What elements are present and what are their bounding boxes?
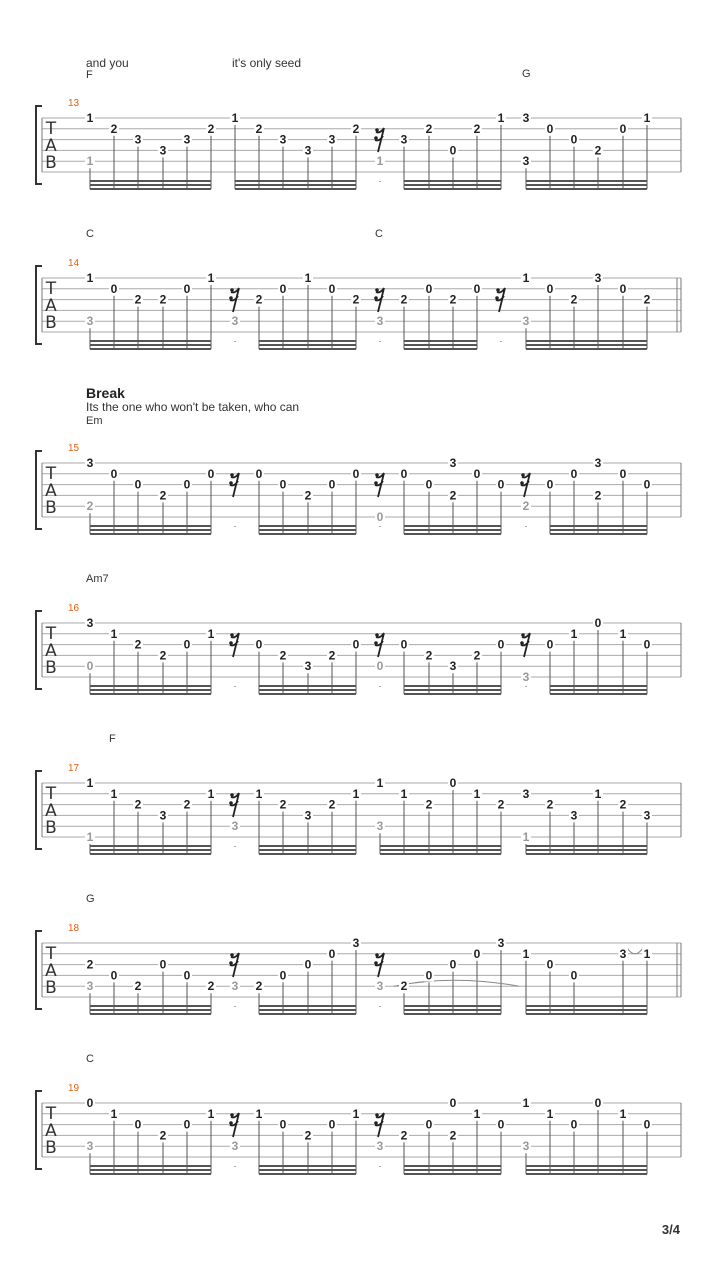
fret-number: 3 — [231, 1139, 239, 1154]
fret-number: 1 — [352, 1106, 360, 1121]
chord-name: F — [86, 69, 93, 81]
fret-number: 0 — [425, 1117, 433, 1132]
rest-dot — [374, 1121, 378, 1125]
fret-number: 3 — [522, 154, 530, 169]
fret-number: 3 — [231, 314, 239, 329]
fret-number: 0 — [183, 477, 191, 492]
rest-dot — [230, 288, 234, 292]
fret-number: 2 — [279, 797, 287, 812]
tab-clef-letter: A — [45, 801, 57, 821]
chord-name: Am7 — [86, 573, 109, 585]
section-label: Break — [86, 385, 125, 401]
rest-dot — [374, 136, 378, 140]
fret-number: 0 — [473, 281, 481, 296]
fret-number: 2 — [570, 292, 578, 307]
tie-arc — [627, 948, 643, 954]
fret-number: 1 — [110, 626, 118, 641]
fret-number: 0 — [86, 1096, 94, 1110]
fret-number: 3 — [522, 670, 530, 684]
fret-number: 2 — [449, 488, 457, 503]
rest-dot — [375, 473, 379, 477]
lyric-text: Its the one who won't be taken, who can — [86, 400, 300, 414]
tab-clef-letter: T — [45, 624, 57, 644]
fret-number: 0 — [497, 477, 505, 492]
fret-number: 1 — [207, 626, 215, 641]
fret-number: 0 — [546, 281, 554, 296]
fret-number: 0 — [449, 776, 457, 790]
tab-clef-letter: A — [45, 1121, 57, 1141]
rest-dot — [374, 641, 378, 645]
fret-number: 1 — [376, 776, 384, 790]
fret-number: 3 — [594, 456, 602, 470]
fret-number: 1 — [376, 154, 384, 169]
fret-number: 3 — [376, 979, 384, 994]
fret-number: 2 — [255, 121, 263, 136]
fret-number: 2 — [183, 797, 191, 812]
tab-clef-letter: B — [45, 978, 57, 998]
tab-clef-letter: B — [45, 498, 57, 518]
fret-number: 2 — [619, 797, 627, 812]
fret-number: 2 — [134, 637, 142, 652]
fret-number: 0 — [643, 637, 651, 652]
fret-number: 2 — [159, 1128, 167, 1143]
fret-number: 1 — [110, 1106, 118, 1121]
chord-name: G — [522, 68, 531, 80]
fret-number: 2 — [159, 648, 167, 663]
fret-number: 0 — [643, 477, 651, 492]
measure-number: 19 — [68, 1083, 80, 1094]
fret-number: 0 — [134, 477, 142, 492]
fret-number: 1 — [594, 786, 602, 801]
chord-name: F — [109, 733, 116, 745]
rest-dot — [230, 1113, 234, 1117]
fret-number: 2 — [449, 1128, 457, 1143]
tab-clef-letter: A — [45, 296, 57, 316]
fret-number: 0 — [449, 1096, 457, 1110]
fret-number: 1 — [86, 271, 94, 285]
fret-number: 0 — [279, 281, 287, 296]
fret-number: 0 — [304, 957, 312, 972]
fret-number: 2 — [279, 648, 287, 663]
chord-name: C — [86, 1053, 94, 1065]
fret-number: 0 — [425, 477, 433, 492]
rest-dot — [374, 296, 378, 300]
fret-number: 2 — [400, 292, 408, 307]
fret-number: 0 — [110, 281, 118, 296]
fret-number: 3 — [304, 143, 312, 158]
fret-number: 3 — [376, 314, 384, 329]
tab-clef-letter: A — [45, 961, 57, 981]
fret-number: 3 — [522, 1139, 530, 1154]
tab-clef-letter: A — [45, 641, 57, 661]
fret-number: 0 — [400, 637, 408, 652]
fret-number: 3 — [159, 808, 167, 823]
fret-number: 2 — [643, 292, 651, 307]
fret-number: 0 — [110, 466, 118, 481]
rest-dot — [495, 296, 499, 300]
fret-number: 3 — [643, 808, 651, 823]
tab-system — [0, 95, 720, 225]
tab-clef-letter: B — [45, 1138, 57, 1158]
fret-number: 1 — [522, 946, 530, 961]
fret-number: 1 — [473, 1106, 481, 1121]
rest-dot — [496, 288, 500, 292]
fret-number: 0 — [546, 957, 554, 972]
tab-clef-letter: T — [45, 944, 57, 964]
system-bracket — [36, 106, 42, 184]
tab-staff — [0, 920, 720, 1050]
system-bracket — [36, 931, 42, 1009]
measure-number: 16 — [68, 603, 80, 614]
fret-number: 2 — [134, 979, 142, 994]
fret-number: 0 — [570, 132, 578, 147]
fret-number: 1 — [231, 111, 239, 125]
tab-system — [0, 255, 720, 385]
fret-number: 0 — [159, 957, 167, 972]
fret-number: 3 — [328, 132, 336, 147]
fret-number: 0 — [570, 1117, 578, 1132]
fret-number: 0 — [473, 946, 481, 961]
system-bracket — [36, 451, 42, 529]
tab-clef-letter: B — [45, 153, 57, 173]
fret-number: 0 — [183, 968, 191, 983]
tab-clef-letter: B — [45, 658, 57, 678]
fret-number: 1 — [522, 271, 530, 285]
fret-number: 1 — [255, 1106, 263, 1121]
fret-number: 3 — [183, 132, 191, 147]
fret-number: 2 — [304, 488, 312, 503]
fret-number: 0 — [376, 510, 384, 524]
fret-number: 1 — [570, 626, 578, 641]
fret-number: 1 — [546, 1106, 554, 1121]
fret-number: 3 — [134, 132, 142, 147]
rest-dot — [375, 633, 379, 637]
measure-number: 13 — [68, 98, 80, 109]
fret-number: 2 — [134, 797, 142, 812]
fret-number: 1 — [86, 776, 94, 790]
fret-number: 1 — [400, 786, 408, 801]
fret-number: 0 — [352, 637, 360, 652]
rest-dot — [374, 961, 378, 965]
fret-number: 2 — [352, 292, 360, 307]
fret-number: 3 — [304, 808, 312, 823]
fret-number: 0 — [328, 946, 336, 961]
fret-number: 0 — [328, 281, 336, 296]
rest-dot — [230, 953, 234, 957]
tab-system — [0, 600, 720, 730]
fret-number: 0 — [497, 1117, 505, 1132]
fret-number: 0 — [594, 616, 602, 630]
lyric-text: it's only seed — [232, 56, 301, 70]
system-bracket — [36, 771, 42, 849]
fret-number: 2 — [352, 121, 360, 136]
fret-number: 2 — [328, 797, 336, 812]
rest-dot — [374, 481, 378, 485]
fret-number: 1 — [207, 786, 215, 801]
fret-number: 2 — [425, 797, 433, 812]
fret-number: 0 — [183, 281, 191, 296]
system-bracket — [36, 1091, 42, 1169]
fret-number: 0 — [546, 477, 554, 492]
fret-number: 0 — [425, 281, 433, 296]
measure-number: 14 — [68, 258, 80, 269]
tab-system — [0, 440, 720, 570]
tab-staff — [0, 255, 720, 385]
fret-number: 1 — [643, 111, 651, 125]
fret-number: 1 — [643, 946, 651, 961]
fret-number: 2 — [473, 648, 481, 663]
fret-number: 0 — [183, 1117, 191, 1132]
fret-number: 1 — [619, 1106, 627, 1121]
rest-dot — [230, 793, 234, 797]
fret-number: 3 — [231, 819, 239, 834]
fret-number: 0 — [352, 466, 360, 481]
fret-number: 0 — [279, 477, 287, 492]
tab-system — [0, 760, 720, 890]
chord-name: G — [86, 893, 95, 905]
fret-number: 3 — [86, 314, 94, 329]
fret-number: 2 — [255, 979, 263, 994]
fret-number: 3 — [497, 936, 505, 950]
fret-number: 1 — [522, 1096, 530, 1110]
tab-system — [0, 1080, 720, 1210]
rest-dot — [520, 481, 524, 485]
fret-number: 0 — [619, 121, 627, 136]
fret-number: 2 — [400, 979, 408, 994]
fret-number: 3 — [594, 271, 602, 285]
fret-number: 1 — [207, 1106, 215, 1121]
fret-number: 3 — [304, 659, 312, 674]
fret-number: 2 — [86, 957, 94, 972]
fret-number: 2 — [328, 648, 336, 663]
rest-dot — [520, 641, 524, 645]
rest-dot — [521, 633, 525, 637]
fret-number: 0 — [473, 466, 481, 481]
fret-number: 0 — [570, 968, 578, 983]
measure-number: 15 — [68, 443, 80, 454]
fret-number: 3 — [522, 111, 530, 125]
fret-number: 3 — [522, 786, 530, 801]
rest-dot — [375, 1113, 379, 1117]
system-bracket — [36, 611, 42, 689]
fret-number: 3 — [86, 616, 94, 630]
fret-number: 0 — [279, 1117, 287, 1132]
fret-number: 3 — [449, 456, 457, 470]
rest-dot — [229, 481, 233, 485]
fret-number: 0 — [183, 637, 191, 652]
fret-number: 0 — [328, 1117, 336, 1132]
fret-number: 3 — [231, 979, 239, 994]
chord-name: C — [86, 228, 94, 240]
tab-clef-letter: T — [45, 119, 57, 139]
rest-dot — [230, 633, 234, 637]
fret-number: 0 — [86, 659, 94, 674]
fret-number: 1 — [110, 786, 118, 801]
fret-number: 3 — [522, 314, 530, 329]
fret-number: 0 — [570, 466, 578, 481]
fret-number: 0 — [376, 659, 384, 674]
fret-number: 1 — [619, 626, 627, 641]
fret-number: 2 — [207, 979, 215, 994]
fret-number: 2 — [449, 292, 457, 307]
rest-dot — [229, 641, 233, 645]
tab-clef-letter: T — [45, 784, 57, 804]
fret-number: 0 — [134, 1117, 142, 1132]
fret-number: 3 — [86, 979, 94, 994]
tab-system — [0, 920, 720, 1050]
fret-number: 1 — [304, 271, 312, 285]
fret-number: 3 — [86, 456, 94, 470]
fret-number: 2 — [546, 797, 554, 812]
tab-staff — [0, 600, 720, 730]
tie-arc — [394, 980, 519, 986]
fret-number: 1 — [86, 154, 94, 169]
tab-staff — [0, 95, 720, 225]
rest-dot — [229, 961, 233, 965]
tab-clef-letter: A — [45, 481, 57, 501]
fret-number: 0 — [546, 637, 554, 652]
fret-number: 0 — [279, 968, 287, 983]
fret-number: 2 — [207, 121, 215, 136]
fret-number: 0 — [207, 466, 215, 481]
fret-number: 2 — [86, 499, 94, 514]
fret-number: 1 — [86, 830, 94, 844]
tab-clef-letter: A — [45, 136, 57, 156]
rest-dot — [521, 473, 525, 477]
tab-clef-letter: B — [45, 818, 57, 838]
fret-number: 2 — [159, 488, 167, 503]
fret-number: 0 — [546, 121, 554, 136]
chord-name: Em — [86, 415, 103, 427]
fret-number: 3 — [86, 1139, 94, 1154]
fret-number: 3 — [619, 946, 627, 961]
fret-number: 3 — [376, 1139, 384, 1154]
tab-clef-letter: B — [45, 313, 57, 333]
fret-number: 3 — [400, 132, 408, 147]
tab-clef-letter: T — [45, 279, 57, 299]
fret-number: 1 — [522, 830, 530, 844]
fret-number: 2 — [473, 121, 481, 136]
fret-number: 0 — [328, 477, 336, 492]
fret-number: 0 — [425, 968, 433, 983]
fret-number: 3 — [570, 808, 578, 823]
fret-number: 2 — [497, 797, 505, 812]
rest-dot — [229, 1121, 233, 1125]
fret-number: 0 — [643, 1117, 651, 1132]
tab-clef-letter: T — [45, 464, 57, 484]
fret-number: 0 — [449, 143, 457, 158]
fret-number: 2 — [594, 488, 602, 503]
fret-number: 2 — [255, 292, 263, 307]
measure-number: 17 — [68, 763, 80, 774]
rest-dot — [229, 296, 233, 300]
fret-number: 2 — [522, 499, 530, 514]
fret-number: 2 — [594, 143, 602, 158]
fret-number: 3 — [449, 659, 457, 674]
rest-dot — [375, 128, 379, 132]
chord-name: C — [375, 228, 383, 240]
fret-number: 2 — [425, 648, 433, 663]
fret-number: 3 — [279, 132, 287, 147]
rest-dot — [230, 473, 234, 477]
fret-number: 3 — [352, 936, 360, 950]
fret-number: 2 — [159, 292, 167, 307]
fret-number: 1 — [497, 111, 505, 125]
fret-number: 2 — [400, 1128, 408, 1143]
fret-number: 3 — [376, 819, 384, 834]
tab-staff — [0, 440, 720, 570]
fret-number: 2 — [425, 121, 433, 136]
tab-staff — [0, 1080, 720, 1210]
tab-clef-letter: T — [45, 1104, 57, 1124]
page-number: 3/4 — [661, 1222, 680, 1237]
fret-number: 2 — [134, 292, 142, 307]
fret-number: 2 — [110, 121, 118, 136]
fret-number: 1 — [255, 786, 263, 801]
rest-dot — [375, 953, 379, 957]
fret-number: 1 — [473, 786, 481, 801]
lyric-text: and you — [86, 56, 129, 70]
fret-number: 0 — [110, 968, 118, 983]
fret-number: 0 — [619, 466, 627, 481]
fret-number: 0 — [255, 466, 263, 481]
fret-number: 1 — [352, 786, 360, 801]
rest-dot — [375, 288, 379, 292]
fret-number: 1 — [207, 271, 215, 285]
fret-number: 0 — [619, 281, 627, 296]
fret-number: 0 — [497, 637, 505, 652]
rest-dot — [229, 801, 233, 805]
fret-number: 2 — [304, 1128, 312, 1143]
tab-staff — [0, 760, 720, 890]
fret-number: 0 — [255, 637, 263, 652]
fret-number: 0 — [594, 1096, 602, 1110]
fret-number: 3 — [159, 143, 167, 158]
fret-number: 0 — [449, 957, 457, 972]
fret-number: 0 — [400, 466, 408, 481]
fret-number: 1 — [86, 111, 94, 125]
system-bracket — [36, 266, 42, 344]
measure-number: 18 — [68, 923, 80, 934]
